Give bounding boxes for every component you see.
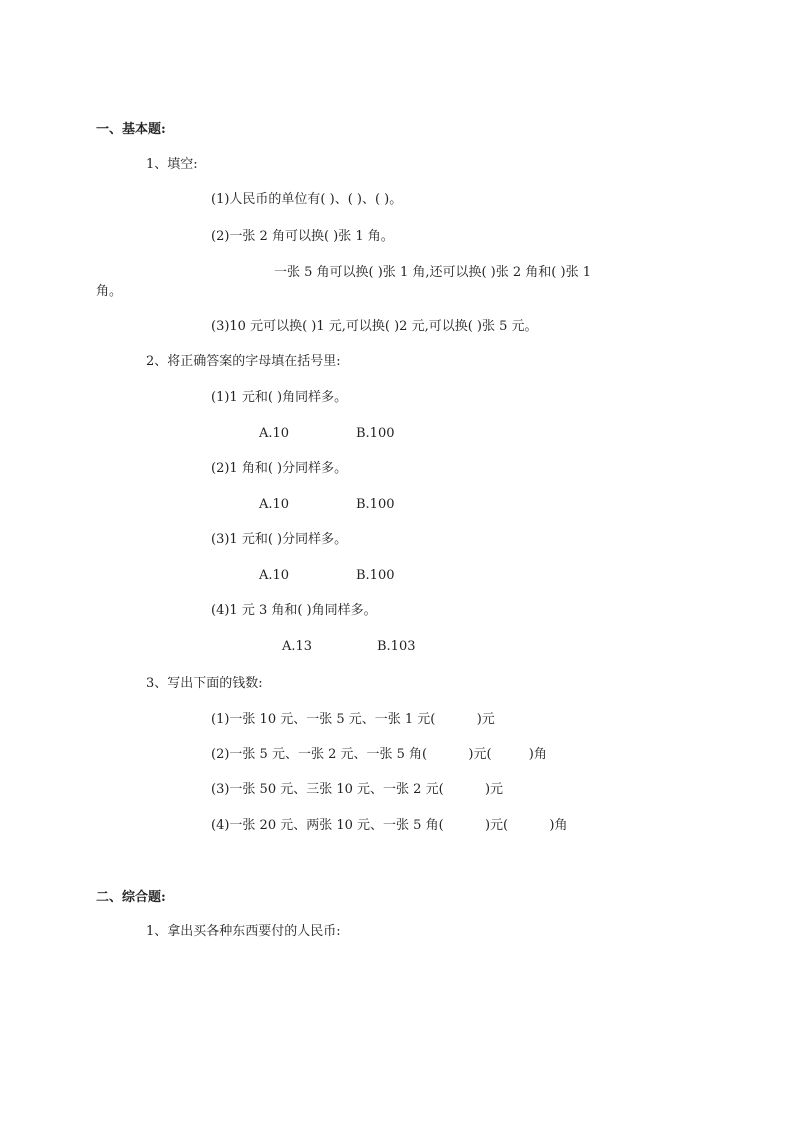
q2-option-a-3: A.10 <box>259 568 290 583</box>
q1-item-1: (1)人民币的单位有( )、( )、( )。 <box>211 192 403 207</box>
section1-title: 一、基本题: <box>96 122 166 137</box>
q2-option-b-2: B.100 <box>356 497 395 512</box>
section2-title: 二、综合题: <box>96 890 166 905</box>
q2-question-2: (2)1 角和( )分同样多。 <box>211 461 348 476</box>
q2-option-b-3: B.100 <box>356 568 395 583</box>
q2-option-a-4: A.13 <box>282 639 313 654</box>
q2-label: 2、将正确答案的字母填在括号里: <box>146 354 341 369</box>
q3-label: 3、写出下面的钱数: <box>146 676 263 691</box>
q2-option-a-2: A.10 <box>259 497 290 512</box>
q2-question-1: (1)1 元和( )角同样多。 <box>211 390 348 405</box>
q2-option-a-1: A.10 <box>259 426 290 441</box>
q3-item-3: (3)一张 50 元、三张 10 元、一张 2 元( )元 <box>211 782 504 797</box>
q3-item-2: (2)一张 5 元、一张 2 元、一张 5 角( )元( )角 <box>211 747 547 762</box>
section2-q1-label: 1、拿出买各种东西要付的人民币: <box>146 924 341 939</box>
q2-option-b-1: B.100 <box>356 426 395 441</box>
q2-question-3: (3)1 元和( )分同样多。 <box>211 532 348 547</box>
q2-question-4: (4)1 元 3 角和( )角同样多。 <box>211 603 377 618</box>
q1-item-2-wrap: 角。 <box>96 284 123 299</box>
q1-item-3: (3)10 元可以换( )1 元,可以换( )2 元,可以换( )张 5 元。 <box>211 319 538 334</box>
q3-item-4: (4)一张 20 元、两张 10 元、一张 5 角( )元( )角 <box>211 818 568 833</box>
q1-label: 1、填空: <box>146 157 198 172</box>
q1-item-2: (2)一张 2 角可以换( )张 1 角。 <box>211 229 394 244</box>
q2-option-b-4: B.103 <box>377 639 416 654</box>
q1-item-2-continued: 一张 5 角可以换( )张 1 角,还可以换( )张 2 角和( )张 1 <box>274 265 591 280</box>
q3-item-1: (1)一张 10 元、一张 5 元、一张 1 元( )元 <box>211 712 495 727</box>
